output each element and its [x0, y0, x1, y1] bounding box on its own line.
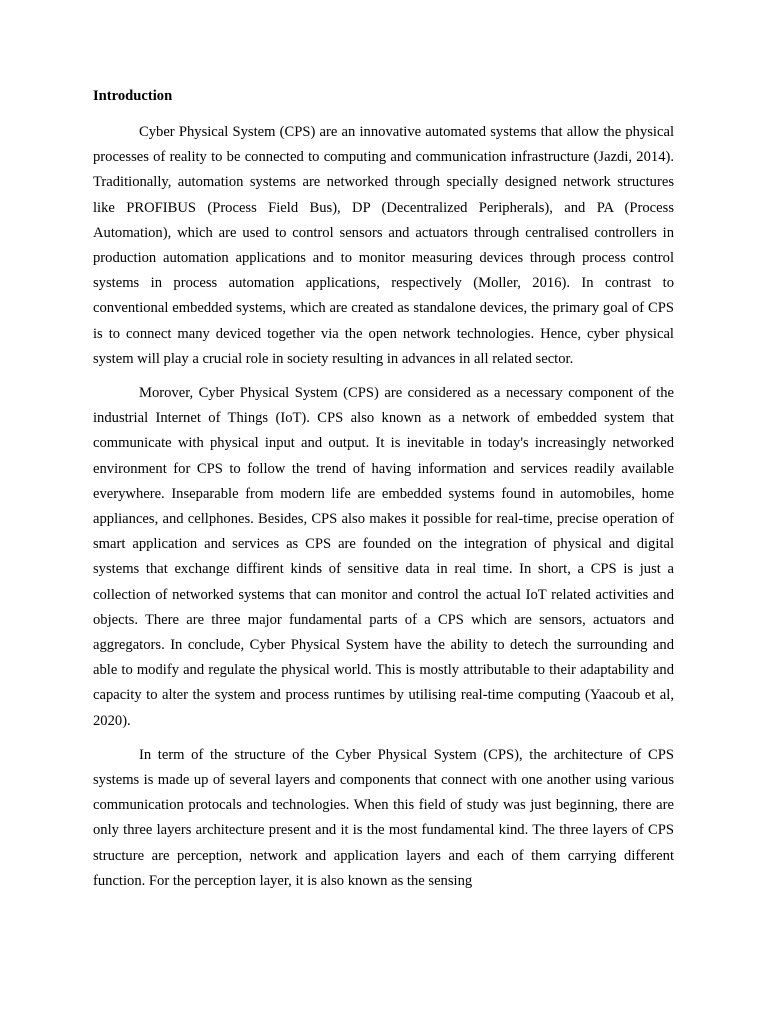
document-body: [93, 86, 674, 903]
paragraph-3: In term of the structure of the Cyber Physical System (CPS), the architecture of CPS systems is made up of several layers and components that connect with one another using various communication protocals and technologies. When this field of study was just beginning, there are only three layers architecture present and it is the most fundamental kind. The three layers of CPS structure are perception, network and application layers and each of them carrying different function. For the perception layer, it is also known as the sensing: [93, 746, 674, 889]
paragraph-2: Morover, Cyber Physical System (CPS) are considered as a necessary component of the industrial Internet of Things (IoT). CPS also known as a network of embedded system that communicate with physical input and output. It is inevitable in today's increasingly networked environment for CPS to follow the trend of having information and services readily available everywhere. Inseparable from modern life are embedded systems found in automobiles, home appliances, and cellphones. Besides, CPS also makes it possible for real-time, precise operation of smart application and services as CPS are founded on the integration of physical and digital systems that exchange diffirent kinds of sensitive data in real time. In short, a CPS is just a collection of networked systems that can monitor and control the actual IoT related activities and objects. There are three major fundamental parts of a CPS which are sensors, actuators and aggregators. In conclude, Cyber Physical System have the ability to detech the surrounding and able to modify and regulate the physical world. This is mostly attributable to their adaptability and capacity to alter the system and process runtimes by utilising real-time computing (Yaacoub et al, 2020).: [93, 385, 674, 729]
paragraph-1: Cyber Physical System (CPS) are an innovative automated systems that allow the physical processes of reality to be connected to computing and communication infrastructure (Jazdi, 2014). Traditionally, automation systems are networked through specially designed network structures like PROFIBUS (Process Field Bus), DP (Decentralized Peripherals), and PA (Process Automation), which are used to control sensors and actuators through centralised controllers in production automation applications and to monitor measuring devices through process control systems in process automation applications, respectively (Moller, 2016). In contrast to conventional embedded systems, which are created as standalone devices, the primary goal of CPS is to connect many deviced together via the open network technologies. Hence, cyber physical system will play a crucial role in society resulting in advances in all related sector.: [93, 124, 674, 367]
section-heading: Introduction: [93, 88, 173, 104]
